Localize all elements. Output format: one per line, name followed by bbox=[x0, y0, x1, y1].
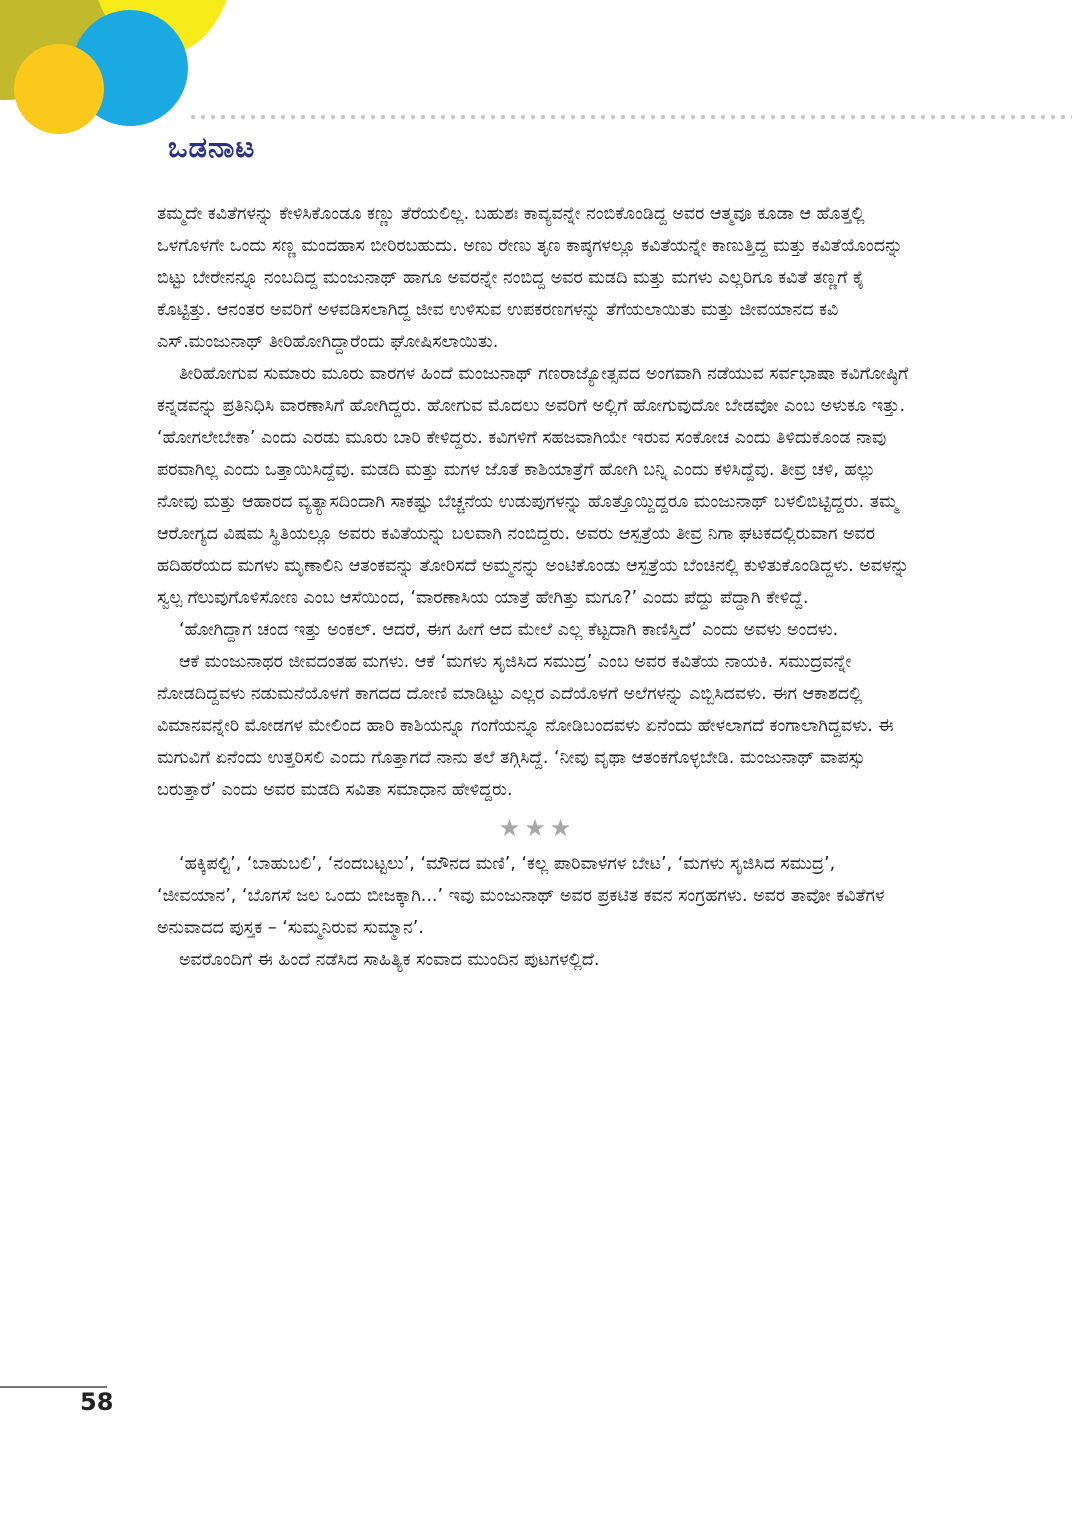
paragraph-4: ಆಕೆ ಮಂಜುನಾಥರ ಜೀವದಂತಹ ಮಗಳು. ಆಕೆ ‘ಮಗಳು ಸೃಜಿಸಿದ ಸಮುದ್ರ’ ಎಂಬ ಅವರ ಕವಿತೆಯ ನಾಯಕಿ. ಸಮುದ್ರವನ್ನೇ ನೋಡದಿದ್ದವಳು ನಡುಮನೆಯೊಳಗೆ ಕಾಗದದ ದೋಣಿ ಮಾಡಿಟ್ಟು ಎಲ್ಲರ ಎದೆಯೊಳಗೆ ಅಲೆಗಳನ್ನು ಎಬ್ಬಿಸಿದವಳು. ಈಗ ಆಕಾಶದಲ್ಲಿ ವಿಮಾನವನ್ನೇರಿ ಮೋಡಗಳ ಮೇಲಿಂದ ಹಾರಿ ಕಾಶಿಯನ್ನೂ ಗಂಗೆಯನ್ನೂ ನೋಡಿಬಂದವಳು ಏನೆಂದು ಹೇಳಲಾಗದೆ ಕಂಗಾಲಾಗಿದ್ದವಳು. ಈ ಮಗುವಿಗೆ ಏನೆಂದು ಉತ್ತರಿಸಲಿ ಎಂದು ಗೊತ್ತಾಗದೆ ನಾನು ತಲೆ ತಗ್ಗಿಸಿದ್ದೆ. ‘ನೀವು ವೃಥಾ ಆತಂಕಗೊಳ್ಳಬೇಡಿ. ಮಂಜುನಾಥ್ ವಾಪಸ್ಸು ಬರುತ್ತಾರೆ’ ಎಂದು ಅವರ ಮಡದಿ ಸವಿತಾ ಸಮಾಧಾನ ಹೇಳಿದ್ದರು. bbox=[157, 652, 894, 800]
section-separator-stars: ★★★ bbox=[498, 814, 576, 842]
header-dotted-divider bbox=[188, 114, 1072, 120]
paragraph-5: ‘ಹಕ್ಕಿಪಲ್ಟಿ’, ‘ಬಾಹುಬಲಿ’, ‘ನಂದಬಟ್ಟಲು’, ‘ಮೌನದ ಮಣಿ’, ‘ಕಲ್ಲ ಪಾರಿವಾಳಗಳ ಬೇಟ’, ‘ಮಗಳು ಸೃಜಿಸಿದ ಸಮುದ್ರ’, ‘ಜೀವಯಾನ’, ‘ಬೊಗಸೆ ಜಲ ಒಂದು ಬೀಜಕ್ಕಾಗಿ...’ ಇವು ಮಂಜುನಾಥ್ ಅವರ ಪ್ರಕಟಿತ ಕವನ ಸಂಗ್ರಹಗಳು. ಅವರ ತಾವೋ ಕವಿತೆಗಳ ಅನುವಾದದ ಪುಸ್ತಕ – ‘ಸುಮ್ಮನಿರುವ ಸುಮ್ಮಾನ’. bbox=[157, 854, 885, 938]
article-body bbox=[157, 198, 917, 976]
paragraph-1: ತಮ್ಮದೇ ಕವಿತೆಗಳನ್ನು ಕೇಳಿಸಿಕೊಂಡೂ ಕಣ್ಣು ತೆರೆಯಲಿಲ್ಲ. ಬಹುಶಃ ಕಾವ್ಯವನ್ನೇ ನಂಬಿಕೊಂಡಿದ್ದ ಅವರ ಆತ್ಮವೂ ಕೂಡಾ ಆ ಹೊತ್ತಲ್ಲಿ ಒಳಗೊಳಗೇ ಒಂದು ಸಣ್ಣ ಮಂದಹಾಸ ಬೀರಿರಬಹುದು. ಅಣು ರೇಣು ತೃಣ ಕಾಷ್ಠಗಳಲ್ಲೂ ಕವಿತೆಯನ್ನೇ ಕಾಣುತ್ತಿದ್ದ ಮತ್ತು ಕವಿತೆಯೊಂದನ್ನು ಬಿಟ್ಟು ಬೇರೇನನ್ನೂ ನಂಬದಿದ್ದ ಮಂಜುನಾಥ್ ಹಾಗೂ ಅವರನ್ನೇ ನಂಬಿದ್ದ ಅವರ ಮಡದಿ ಮತ್ತು ಮಗಳು ಎಲ್ಲರಿಗೂ ಕವಿತೆ ತಣ್ಣಗೆ ಕೈ ಕೊಟ್ಟಿತ್ತು. ಆನಂತರ ಅವರಿಗೆ ಅಳವಡಿಸಲಾಗಿದ್ದ ಜೀವ ಉಳಿಸುವ ಉಪಕರಣಗಳನ್ನು ತೆಗೆಯಲಾಯಿತು ಮತ್ತು ಜೀವಯಾನದ ಕವಿ ಎಸ್.ಮಂಜುನಾಥ್ ತೀರಿಹೋಗಿದ್ದಾರೆಂದು ಘೋಷಿಸಲಾಯಿತು. bbox=[157, 204, 903, 352]
section-title: ಒಡನಾಟ bbox=[168, 130, 256, 164]
paragraph-3: ‘ಹೋಗಿದ್ದಾಗ ಚಂದ ಇತ್ತು ಅಂಕಲ್. ಆದರೆ, ಈಗ ಹೀಗೆ ಆದ ಮೇಲೆ ಎಲ್ಲ ಕೆಟ್ಟದಾಗಿ ಕಾಣಿಸ್ತಿದೆ’ ಎಂದು ಅವಳು ಅಂದಳು. bbox=[179, 620, 839, 640]
page-number: 58 bbox=[80, 1388, 114, 1416]
paragraph-2: ತೀರಿಹೋಗುವ ಸುಮಾರು ಮೂರು ವಾರಗಳ ಹಿಂದೆ ಮಂಜುನಾಥ್ ಗಣರಾಜ್ಯೋತ್ಸವದ ಅಂಗವಾಗಿ ನಡೆಯುವ ಸರ್ವಭಾಷಾ ಕವಿಗೋಷ್ಠಿಗೆ ಕನ್ನಡವನ್ನು ಪ್ರತಿನಿಧಿಸಿ ವಾರಣಾಸಿಗೆ ಹೋಗಿದ್ದರು. ಹೋಗುವ ಮೊದಲು ಅವರಿಗೆ ಅಲ್ಲಿಗೆ ಹೋಗುವುದೋ ಬೇಡವೋ ಎಂಬ ಅಳುಕೂ ಇತ್ತು. ‘ಹೋಗಲೇಬೇಕಾ’ ಎಂದು ಎರಡು ಮೂರು ಬಾರಿ ಕೇಳಿದ್ದರು. ಕವಿಗಳಿಗೆ ಸಹಜವಾಗಿಯೇ ಇರುವ ಸಂಕೋಚ ಎಂದು ತಿಳಿದುಕೊಂಡ ನಾವು ಪರವಾಗಿಲ್ಲ ಎಂದು ಒತ್ತಾಯಿಸಿದ್ದೆವು. ಮಡದಿ ಮತ್ತು ಮಗಳ ಜೊತೆ ಕಾಶಿಯಾತ್ರೆಗೆ ಹೋಗಿ ಬನ್ನಿ ಎಂದು ಕಳಿಸಿದ್ದೆವು. ತೀವ್ರ ಚಳಿ, ಹಲ್ಲು ನೋವು ಮತ್ತು ಆಹಾರದ ವ್ಯತ್ಯಾಸದಿಂದಾಗಿ ಸಾಕಷ್ಟು ಬೆಚ್ಚನೆಯ ಉಡುಪುಗಳನ್ನು ಹೊತ್ತೊಯ್ದಿದ್ದರೂ ಮಂಜುನಾಥ್ ಬಳಲಿಬಿಟ್ಟಿದ್ದರು. ತಮ್ಮ ಆರೋಗ್ಯದ ವಿಷಮ ಸ್ಥಿತಿಯಲ್ಲೂ ಅವರು ಕವಿತೆಯನ್ನು ಬಲವಾಗಿ ನಂಬಿದ್ದರು. ಅವರು ಆಸ್ಪತ್ರೆಯ ತೀವ್ರ ನಿಗಾ ಘಟಕದಲ್ಲಿರುವಾಗ ಅವರ ಹದಿಹರೆಯದ ಮಗಳು ಮೃಣಾಲಿನಿ ಆತಂಕವನ್ನು ತೋರಿಸದೆ ಅಮ್ಮನನ್ನು ಅಂಟಿಕೊಂಡು ಆಸ್ಪತ್ರೆಯ ಬೆಂಚಿನಲ್ಲಿ ಕುಳಿತುಕೊಂಡಿದ್ದಳು. ಅವಳನ್ನು ಸ್ವಲ್ಪ ಗೆಲುವುಗೊಳಿಸೋಣ ಎಂಬ ಆಸೆಯಿಂದ, ‘ವಾರಣಾಸಿಯ ಯಾತ್ರೆ ಹೇಗಿತ್ತು ಮಗೂ?’ ಎಂದು ಪೆದ್ದು ಪೆದ್ದಾಗಿ ಕೇಳಿದ್ದೆ. bbox=[157, 364, 910, 608]
decorative-orange-circle bbox=[14, 44, 104, 134]
paragraph-6: ಅವರೊಂದಿಗೆ ಈ ಹಿಂದೆ ನಡೆಸಿದ ಸಾಹಿತ್ಯಿಕ ಸಂವಾದ ಮುಂದಿನ ಪುಟಗಳಲ್ಲಿದೆ. bbox=[179, 950, 600, 970]
